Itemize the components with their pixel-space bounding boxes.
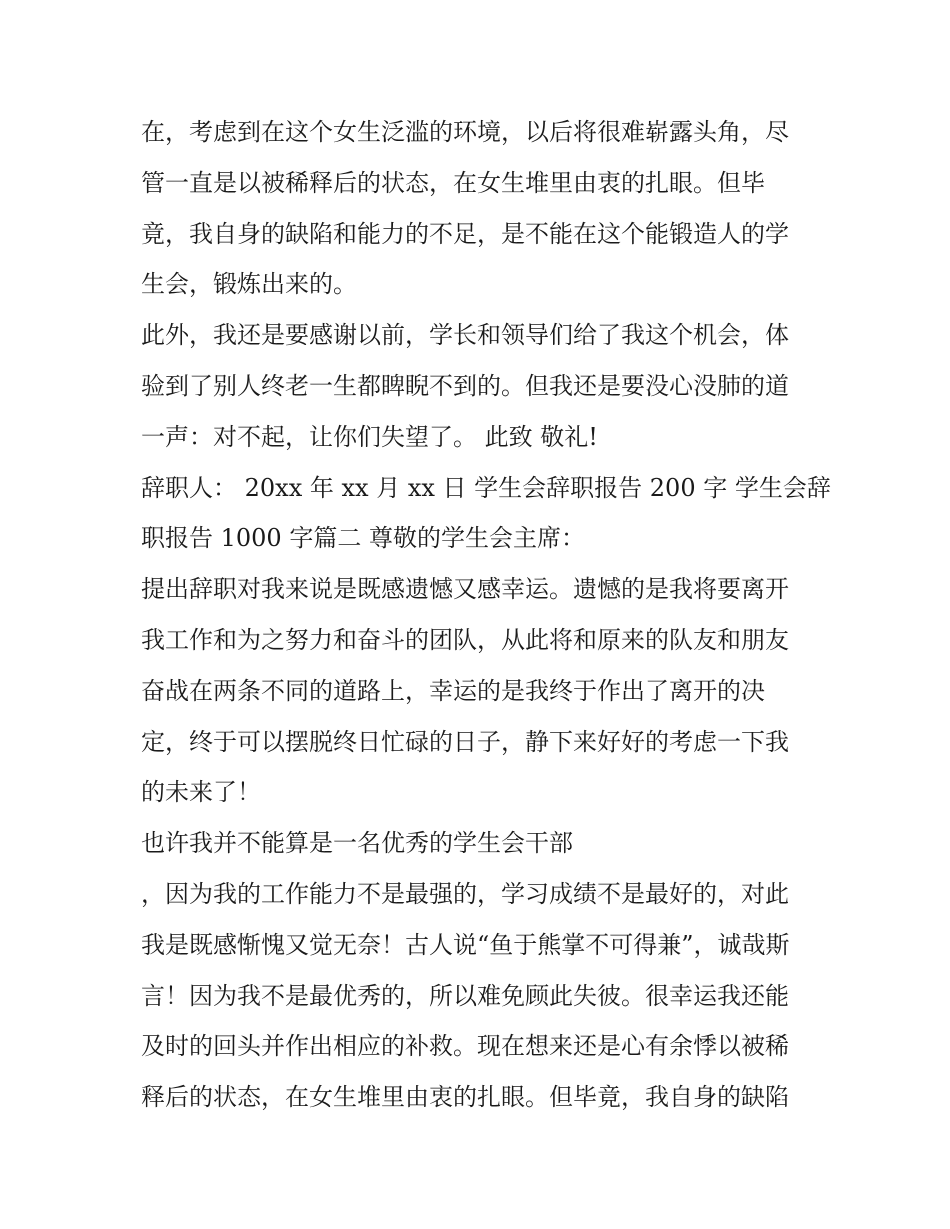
text-line: 验到了别人终老一生都睥睨不到的。但我还是要没心没肺的道 (141, 371, 789, 400)
text-line: 言！因为我不是最优秀的，所以难免顾此失彼。很幸运我还能 (141, 981, 789, 1010)
text-line: 此外，我还是要感谢以前，学长和领导们给了我这个机会，体 (141, 321, 789, 350)
text-line: 及时的回头并作出相应的补救。现在想来还是心有余悸以被稀 (141, 1032, 789, 1061)
text-line: 也许我并不能算是一名优秀的学生会干部 (141, 829, 573, 858)
text-line: 奋战在两条不同的道路上，幸运的是我终于作出了离开的决 (141, 676, 765, 705)
text-line: 我是既感惭愧又觉无奈！古人说“鱼于熊掌不可得兼”，诚哉斯 (141, 930, 790, 959)
text-line: 辞职人： 20xx 年 xx 月 xx 日 学生会辞职报告 200 字 学生会辞 (141, 473, 831, 502)
body-text (141, 107, 831, 1123)
text-line: 管一直是以被稀释后的状态，在女生堆里由衷的扎眼。但毕 (141, 168, 765, 197)
text-line: ，因为我的工作能力不是最强的，学习成绩不是最好的，对此 (141, 879, 789, 908)
text-line: 生会，锻炼出来的。 (141, 270, 357, 299)
text-line: 一声：对不起，让你们失望了。 此致 敬礼! (141, 422, 598, 451)
text-line: 提出辞职对我来说是既感遗憾又感幸运。遗憾的是我将要离开 (141, 575, 789, 604)
text-line: 我工作和为之努力和奋斗的团队，从此将和原来的队友和朋友 (141, 625, 789, 654)
text-line: 释后的状态，在女生堆里由衷的扎眼。但毕竟，我自身的缺陷 (141, 1083, 789, 1112)
text-line: 职报告 1000 字篇二 尊敬的学生会主席： (141, 524, 585, 553)
text-line: 在，考虑到在这个女生泛滥的环境，以后将很难崭露头角，尽 (141, 118, 789, 146)
text-line: 定，终于可以摆脱终日忙碌的日子，静下来好好的考虑一下我 (141, 727, 789, 756)
text-line: 的未来了！ (141, 778, 261, 807)
text-line: 竟，我自身的缺陷和能力的不足，是不能在这个能锻造人的学 (141, 219, 789, 248)
